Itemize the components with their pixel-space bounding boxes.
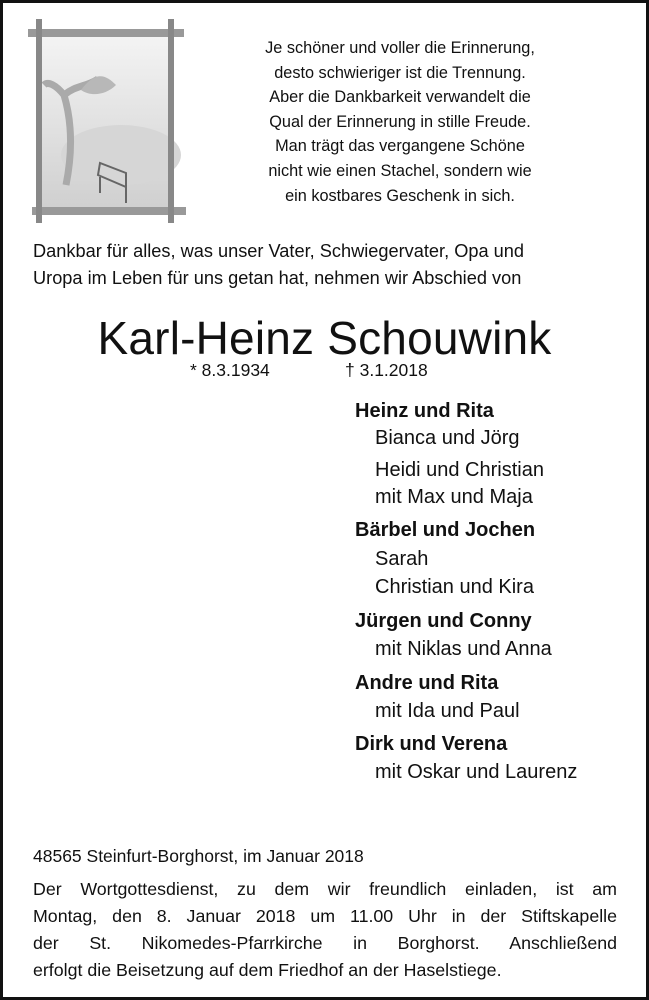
poem-line: Je schöner und voller die Erinnerung, [265, 39, 535, 57]
service-line: Montag, den 8. Januar 2018 um 11.00 Uhr in der Stiftskapelle [33, 906, 617, 926]
poem-line: Aber die Dankbarkeit verwandelt die [269, 88, 531, 107]
family-member: Bianca und Jörg [375, 427, 520, 449]
death-date: † 3.1.2018 [345, 360, 428, 380]
family-member: Sarah [375, 548, 429, 570]
birth-date: * 8.3.1934 [190, 360, 270, 380]
poem-line: Qual der Erinnerung in stille Freude. [269, 112, 531, 131]
service-line: der St. Nikomedes-Pfarrkirche in Borghorst. Anschließend [33, 933, 617, 953]
service-line: erfolgt die Beisetzung auf dem Friedhof an der Haselstiege. [33, 960, 502, 980]
family-member: mit Oskar und Laurenz [375, 761, 578, 783]
family-head: Bärbel und Jochen [355, 519, 536, 541]
family-head: Heinz und Rita [355, 400, 494, 422]
family-member: Christian und Kira [375, 576, 534, 598]
tree-bench-illustration [26, 15, 186, 227]
family-member: Heidi und Christian [375, 459, 544, 481]
deceased-name: Karl-Heinz Schouwink [97, 312, 552, 364]
service-info [33, 876, 617, 984]
family-head: Dirk und Verena [355, 733, 508, 755]
intro-text [33, 238, 524, 291]
intro-line: Uropa im Leben für uns getan hat, nehmen wir Abschied von [33, 267, 522, 288]
family-head: Andre und Rita [355, 672, 499, 694]
memorial-poem [215, 36, 585, 208]
service-line: Der Wortgottesdienst, zu dem wir freundlich einladen, ist am [33, 879, 617, 899]
family-member: mit Niklas und Anna [375, 638, 552, 660]
family-member: mit Max und Maja [375, 486, 533, 508]
place-date: 48565 Steinfurt-Borghorst, im Januar 2018 [33, 846, 364, 866]
family-head: Jürgen und Conny [355, 610, 532, 632]
intro-line: Dankbar für alles, was unser Vater, Schwiegervater, Opa und [33, 241, 524, 261]
family-member: mit Ida und Paul [375, 700, 520, 722]
poem-line: ein kostbares Geschenk in sich. [285, 186, 515, 205]
poem-line: Man trägt das vergangene Schöne [275, 137, 525, 156]
poem-line: desto schwieriger ist die Trennung. [274, 63, 526, 82]
poem-line: nicht wie einen Stachel, sondern wie [268, 161, 532, 180]
